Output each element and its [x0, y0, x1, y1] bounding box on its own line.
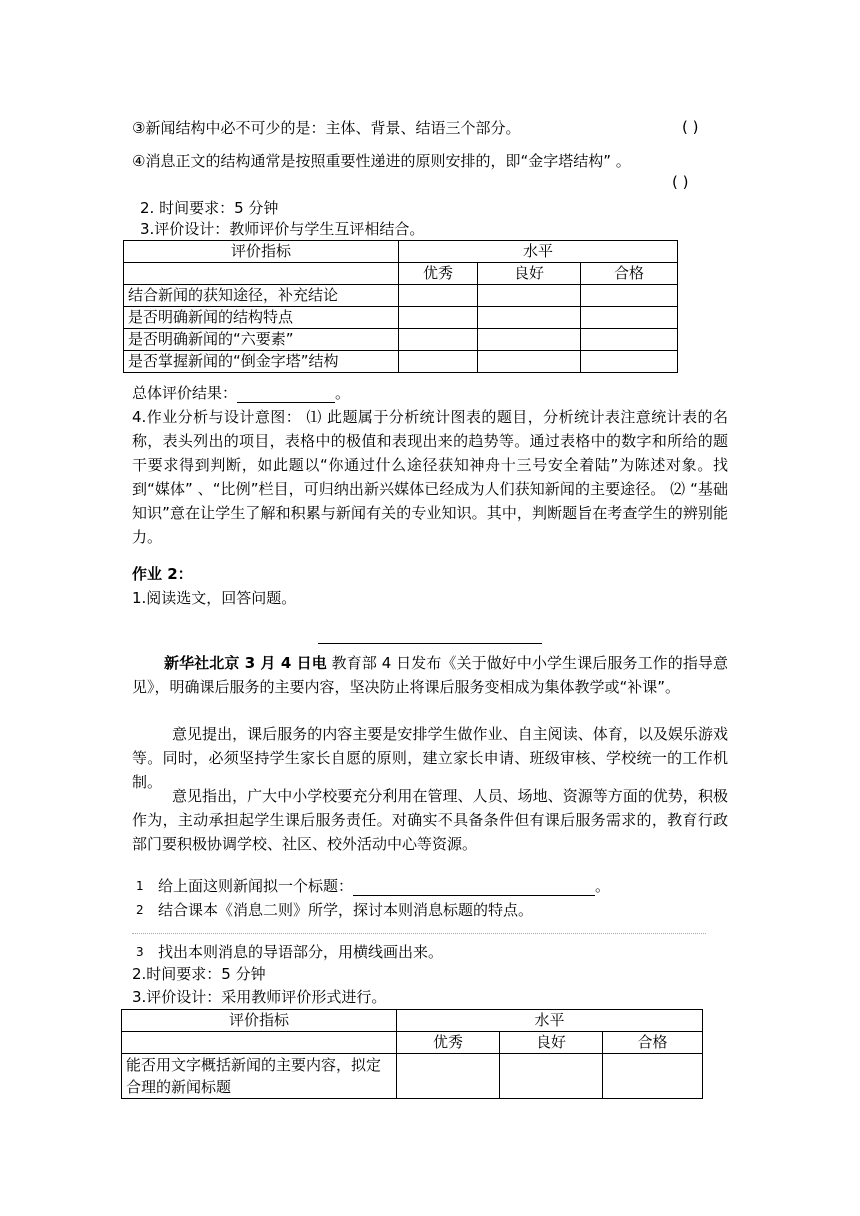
table-cell[interactable]: [399, 329, 478, 351]
judge-item-4: ④消息正文的结构通常是按照重要性递进的原则安排的，即“金字塔结构” 。: [132, 152, 631, 170]
answer-line: [132, 933, 706, 934]
time-requirement-1: 2. 时间要求：5 分钟: [140, 199, 279, 217]
evaluation-table-2: [121, 1009, 703, 1099]
table-cell[interactable]: [500, 1054, 603, 1099]
answer-bracket-3[interactable]: ( ): [682, 118, 699, 136]
question-2: 结合课本《消息二则》所学，探讨本则消息标题的特点。: [158, 901, 534, 919]
evaluation-design-2: 3.评价设计：采用教师评价形式进行。: [132, 988, 387, 1006]
level-excellent: 优秀: [397, 1032, 500, 1054]
table-cell[interactable]: [399, 351, 478, 373]
overall-result-end: 。: [335, 384, 351, 402]
table-cell[interactable]: [478, 285, 581, 307]
level-good: 良好: [500, 1032, 603, 1054]
time-requirement-2: 2.时间要求：5 分钟: [132, 965, 266, 983]
table-cell[interactable]: [581, 329, 678, 351]
table-cell[interactable]: [581, 307, 678, 329]
question-1-text: 给上面这则新闻拟一个标题：: [158, 877, 354, 895]
question-1: [158, 876, 610, 896]
homework-2-instruction: 1.阅读选文，回答问题。: [132, 589, 297, 607]
table-header-level: 水平: [397, 1010, 703, 1032]
table-header-indicator: 评价指标: [122, 1010, 397, 1032]
table-cell-empty: [122, 1032, 397, 1054]
homework-2-title: 作业 2：: [132, 565, 193, 583]
table-header-indicator: 评价指标: [124, 241, 399, 263]
judge-item-3: ③新闻结构中必不可少的是：主体、背景、结语三个部分。: [132, 119, 521, 137]
question-1-number: 1: [136, 879, 144, 893]
table-cell[interactable]: [581, 351, 678, 373]
table-cell[interactable]: [397, 1054, 500, 1099]
news-dateline: 新华社北京 3 月 4 日电: [164, 654, 327, 672]
overall-result-label: 总体评价结果：: [132, 384, 238, 402]
news-paragraph-1: [132, 651, 728, 699]
table-row-indicator: 是否掌握新闻的“倒金字塔”结构: [124, 351, 399, 373]
question-1-end: 。: [595, 877, 611, 895]
level-pass: 合格: [603, 1032, 703, 1054]
question-3-number: 3: [136, 945, 144, 959]
table-header-level: 水平: [399, 241, 678, 263]
question-2-number: 2: [136, 903, 144, 917]
table-cell[interactable]: [581, 285, 678, 307]
table-cell[interactable]: [478, 351, 581, 373]
headline-blank-line: [318, 643, 542, 644]
table-row-indicator: 结合新闻的获知途径，补充结论: [124, 285, 399, 307]
table-cell[interactable]: [603, 1054, 703, 1099]
table-cell[interactable]: [399, 285, 478, 307]
overall-result-blank[interactable]: [237, 386, 335, 403]
news-paragraph-3: 意见指出，广大中小学校要充分利用在管理、人员、场地、资源等方面的优势，积极作为，主动承担起学生课后服务责任。对确实不具备条件但有课后服务需求的，教育行政部门要积极协调学校、社区、校外活动中心等资源。: [132, 787, 728, 853]
table-cell[interactable]: [478, 307, 581, 329]
title-answer-blank[interactable]: [353, 879, 595, 896]
level-excellent: 优秀: [399, 263, 478, 285]
news-lead-text: 教育部 4 日发布《关于做好中小学生课后服务工作的指导意见》，明确课后服务的主要内容，坚决防止将课后服务变相成为集体教学或“补课”。: [132, 654, 728, 696]
overall-result: [132, 383, 350, 403]
table-cell[interactable]: [478, 329, 581, 351]
design-analysis-paragraph: 4.作业分析与设计意图： ⑴ 此题属于分析统计图表的题目，分析统计表注意统计表的名称，表头列出的项目，表格中的极值和表现出来的趋势等。通过表格中的数字和所给的题干要求得到判断，如此题以“你通过什么途径获知神舟十三号安全着陆”为陈述对象。找到“媒体” 、“比例”栏目，可归纳出新兴媒体已经成为人们获知新闻的主要途径。 ⑵ “基础知识”意在让学生了解和积累与新闻有关的专业知识。其中，判断题旨在考查学生的辨别能力。: [132, 408, 728, 546]
level-good: 良好: [478, 263, 581, 285]
evaluation-design-1: 3.评价设计：教师评价与学生互评相结合。: [140, 220, 425, 238]
question-3: 找出本则消息的导语部分，用横线画出来。: [158, 943, 444, 961]
table-cell-empty: [124, 263, 399, 285]
table-row-indicator: 是否明确新闻的结构特点: [124, 307, 399, 329]
table-row-indicator: 是否明确新闻的“六要素”: [124, 329, 399, 351]
table-row-indicator: 能否用文字概括新闻的主要内容，拟定合理的新闻标题: [122, 1054, 397, 1099]
level-pass: 合格: [581, 263, 678, 285]
table-cell[interactable]: [399, 307, 478, 329]
evaluation-table-1: [123, 240, 678, 373]
answer-bracket-4[interactable]: ( ): [672, 173, 689, 191]
news-paragraph-2: 意见提出，课后服务的内容主要是安排学生做作业、自主阅读、体育，以及娱乐游戏等。同时，必须坚持学生家长自愿的原则，建立家长申请、班级审核、学校统一的工作机制。: [132, 725, 728, 791]
